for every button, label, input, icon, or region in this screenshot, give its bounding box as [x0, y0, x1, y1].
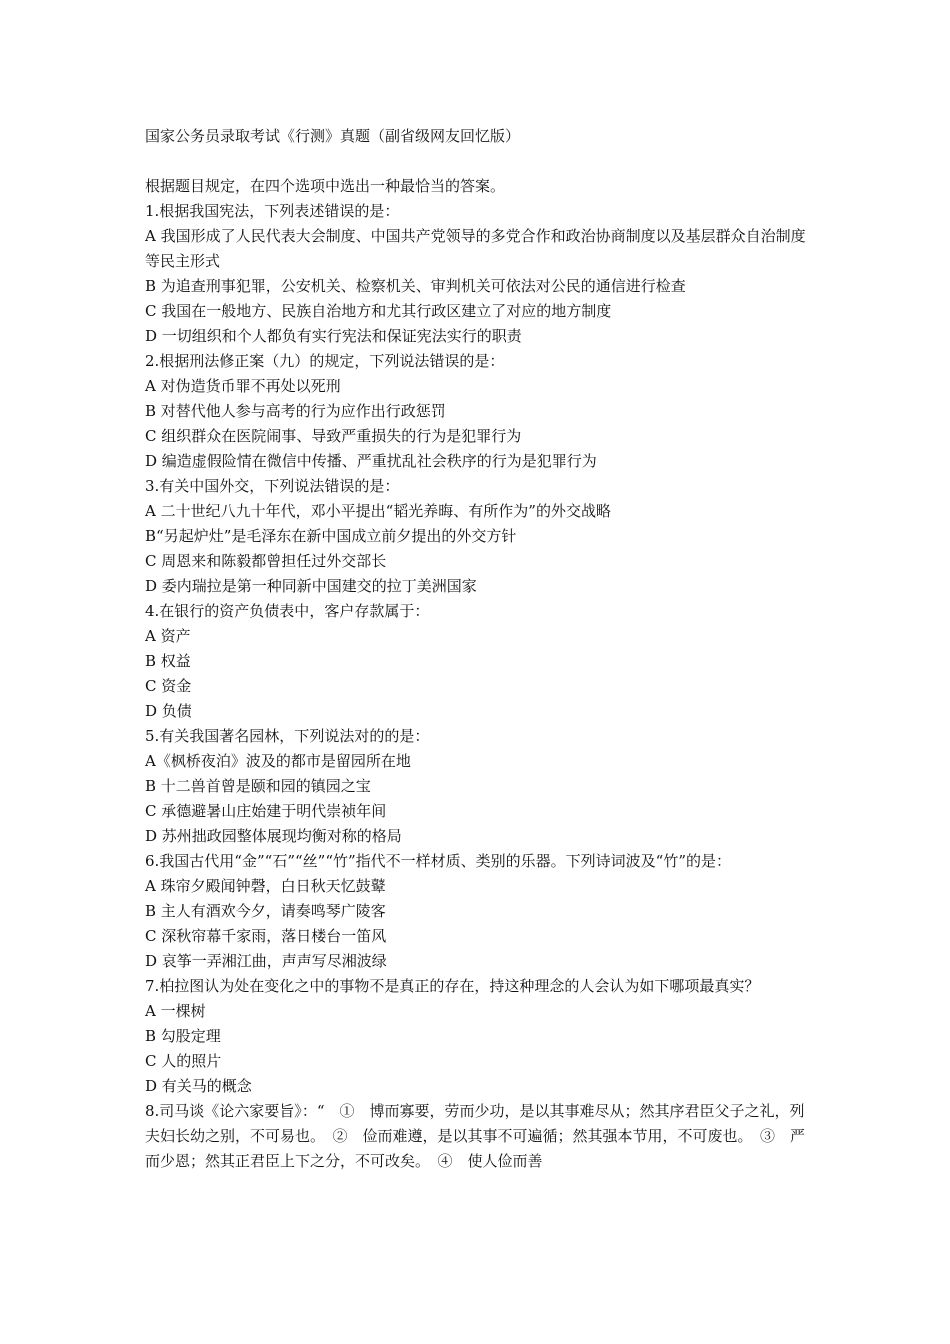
answer-option: D 编造虚假险情在微信中传播、严重扰乱社会秩序的行为是犯罪行为 [145, 452, 597, 470]
instruction-text: 根据题目规定，在四个选项中选出一种最恰当的答案。 [145, 177, 506, 195]
question-item [145, 474, 810, 599]
question-list [145, 199, 810, 1174]
document-title: 国家公务员录取考试《行测》真题（副省级网友回忆版） [145, 127, 521, 145]
question-item [145, 974, 810, 1099]
answer-option: D 苏州拙政园整体展现均衡对称的格局 [145, 827, 402, 845]
answer-option: C 人的照片 [145, 1052, 222, 1070]
answer-option: A《枫桥夜泊》波及的都市是留园所在地 [145, 752, 411, 770]
answer-option: A 一棵树 [145, 1002, 206, 1020]
answer-option: D 负债 [145, 702, 192, 720]
question-item [145, 599, 810, 724]
answer-option: C 承德避暑山庄始建于明代崇祯年间 [145, 802, 387, 820]
question-stem: 8.司马谈《论六家要旨》：“ ① 博而寡要，劳而少功，是以其事难尽从；然其序君臣父子之礼，列夫妇长幼之别，不可易也。 ② 俭而难遵，是以其事不可遍循；然其强本节用，不可废也。 ③ 严而少恩；然其正君臣上下之分，不可改矣。 ④ 使人俭而善 [145, 1102, 806, 1170]
answer-option: B 十二兽首曾是颐和园的镇园之宝 [145, 777, 371, 795]
question-item [145, 1099, 810, 1174]
answer-option: C 深秋帘幕千家雨，落日楼台一笛风 [145, 927, 387, 945]
answer-option: D 有关马的概念 [145, 1077, 252, 1095]
question-stem: 5.有关我国著名园林，下列说法对的的是： [145, 727, 430, 745]
question-stem: 2.根据刑法修正案（九）的规定，下列说法错误的是： [145, 352, 505, 370]
answer-option: A 资产 [145, 627, 191, 645]
question-stem: 7.柏拉图认为处在变化之中的事物不是真正的存在，持这种理念的人会认为如下哪项最真实？ [145, 977, 760, 995]
question-item [145, 724, 810, 849]
answer-option: A 二十世纪八九十年代，邓小平提出“韬光养晦、有所作为”的外交战略 [145, 502, 611, 520]
question-stem: 1.根据我国宪法，下列表述错误的是： [145, 202, 400, 220]
question-item [145, 849, 810, 974]
question-stem: 3.有关中国外交，下列说法错误的是： [145, 477, 400, 495]
answer-option: D 委内瑞拉是第一种同新中国建交的拉丁美洲国家 [145, 577, 477, 595]
answer-option: D 一切组织和个人都负有实行宪法和保证宪法实行的职责 [145, 327, 522, 345]
question-stem: 6.我国古代用“金”“石”“丝”“竹”指代不一样材质、类别的乐器。下列诗词波及“竹”的是： [145, 852, 731, 870]
answer-option: C 周恩来和陈毅都曾担任过外交部长 [145, 552, 387, 570]
answer-option: A 珠帘夕殿闻钟磬，白日秋天忆鼓鼙 [145, 877, 386, 895]
answer-option: B 勾股定理 [145, 1027, 221, 1045]
answer-option: B 主人有酒欢今夕，请奏鸣琴广陵客 [145, 902, 386, 920]
question-stem: 4.在银行的资产负债表中，客户存款属于： [145, 602, 430, 620]
question-item [145, 199, 810, 349]
question-item [145, 349, 810, 474]
answer-option: C 我国在一般地方、民族自治地方和尤其行政区建立了对应的地方制度 [145, 302, 612, 320]
answer-option: B“另起炉灶”是毛泽东在新中国成立前夕提出的外交方针 [145, 527, 517, 545]
answer-option: D 哀筝一弄湘江曲，声声写尽湘波绿 [145, 952, 387, 970]
answer-option: C 资金 [145, 677, 192, 695]
answer-option: A 对伪造货币罪不再处以死刑 [145, 377, 341, 395]
answer-option: B 为追查刑事犯罪，公安机关、检察机关、审判机关可依法对公民的通信进行检查 [145, 277, 686, 295]
document-page [145, 124, 810, 1174]
answer-option: C 组织群众在医院闹事、导致严重损失的行为是犯罪行为 [145, 427, 522, 445]
answer-option: B 权益 [145, 652, 191, 670]
answer-option: A 我国形成了人民代表大会制度、中国共产党领导的多党合作和政治协商制度以及基层群众自治制度等民主形式 [145, 227, 806, 270]
answer-option: B 对替代他人参与高考的行为应作出行政惩罚 [145, 402, 446, 420]
